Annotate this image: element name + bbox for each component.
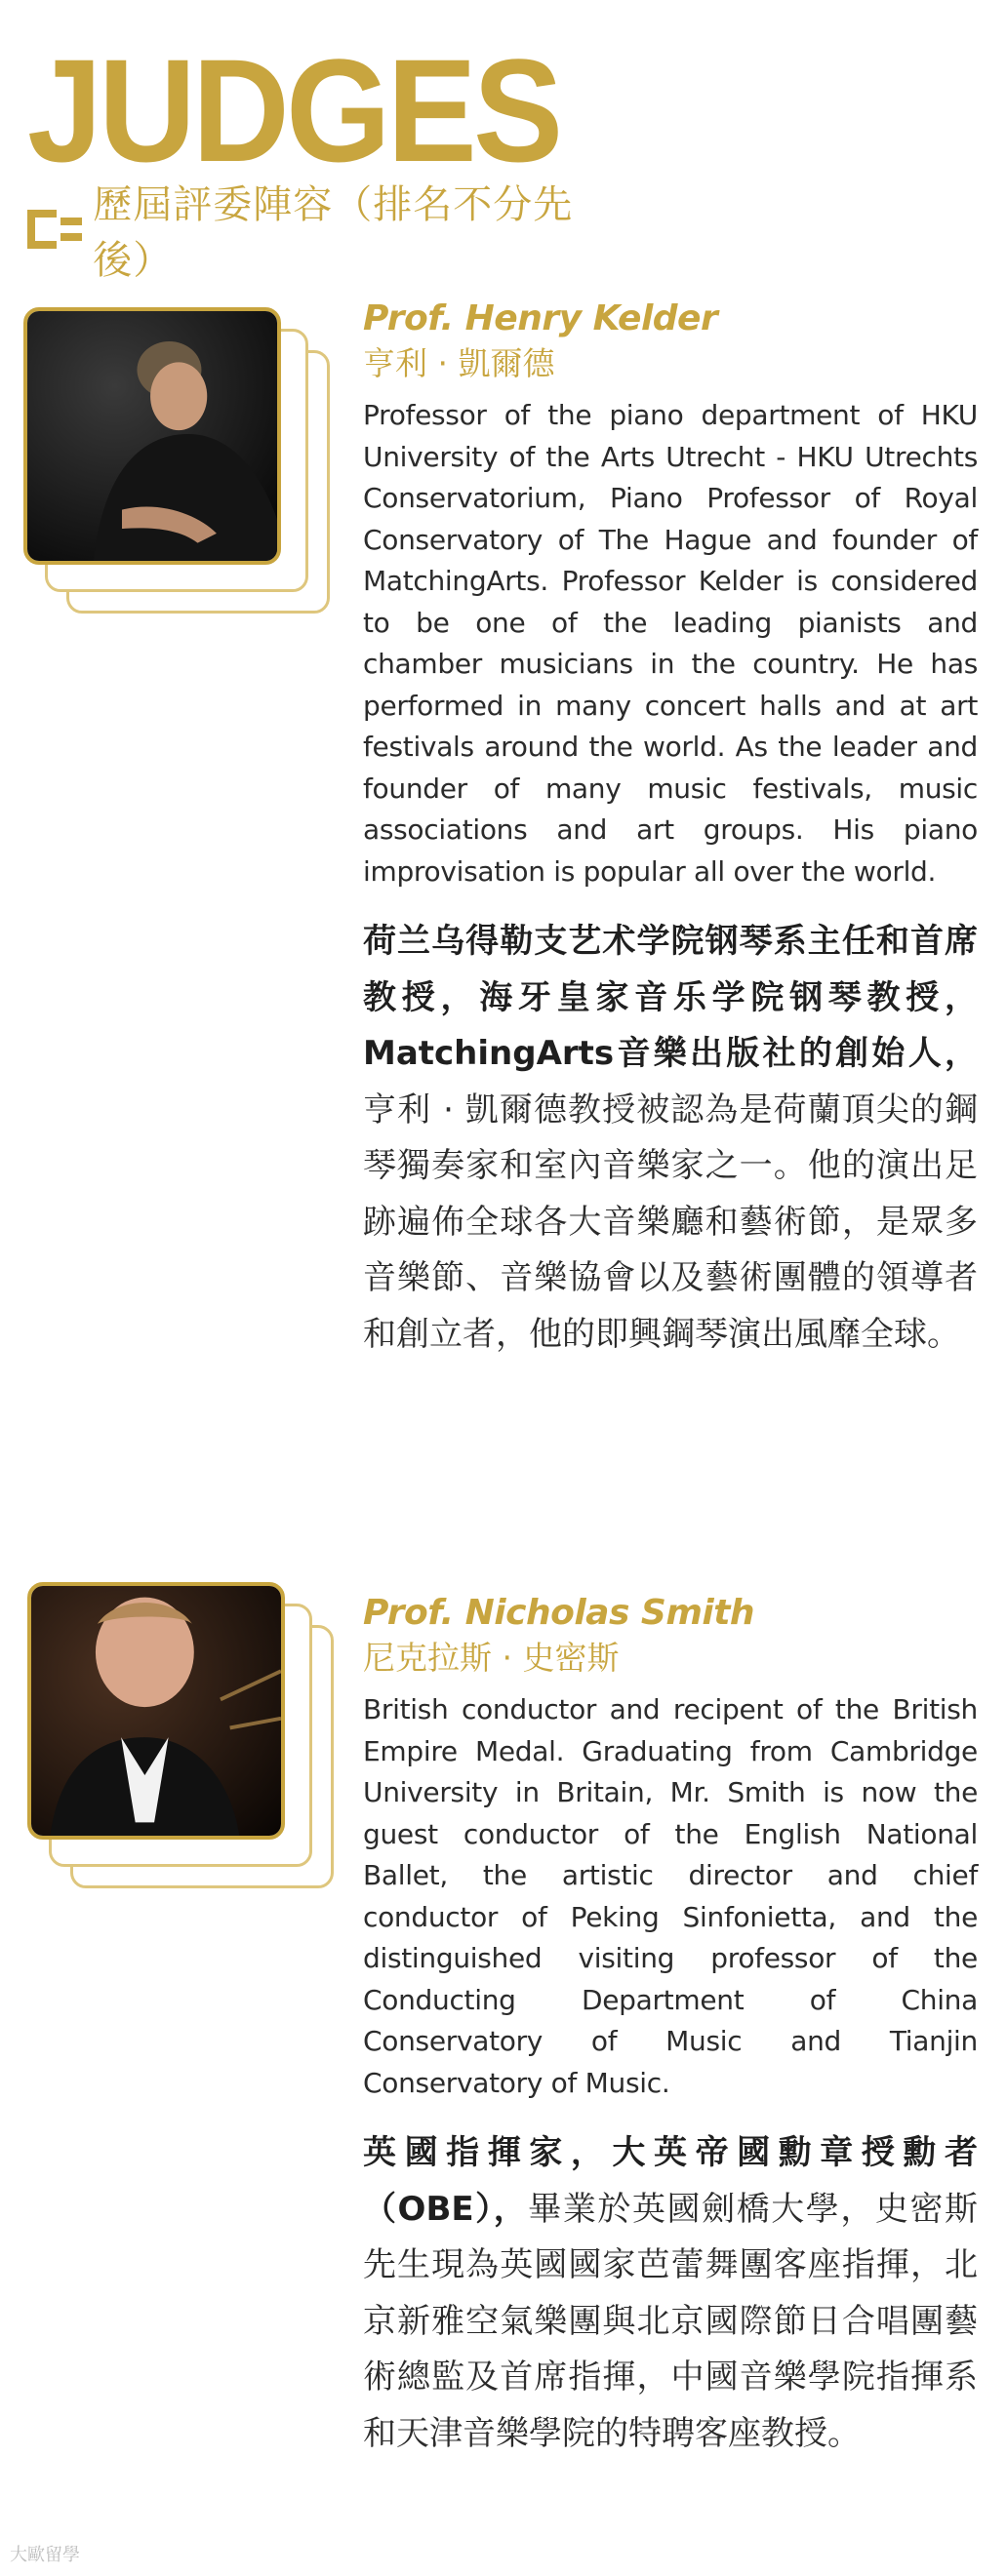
judge-bio-chinese: [363, 2125, 978, 2462]
watermark: 大歐留學: [10, 2545, 80, 2565]
judge-photo-nicholas-smith: [27, 1582, 320, 1875]
judge-bio-nicholas-smith: [363, 1592, 978, 2462]
judge-photo-henry-kelder: [23, 307, 316, 600]
page-subtitle: 歷屆評委陣容（排名不分先後）: [93, 182, 574, 283]
judge-chinese-name: 亨利 · 凱爾德: [363, 344, 555, 383]
judge-chinese-name: 尼克拉斯 · 史密斯: [363, 1639, 620, 1678]
page-header: [27, 28, 606, 283]
judge-bio-chinese-bold: 荷兰乌得勒支艺术学院钢琴系主任和首席教授，海牙皇家音乐学院钢琴教授，MatchingArts音樂出版社的創始人，: [363, 922, 978, 1074]
judge-name: Prof. Henry Kelder: [363, 298, 718, 338]
judge-bio-chinese-text: 亨利 · 凱爾德教授被認為是荷蘭頂尖的鋼琴獨奏家和室內音樂家之一。他的演出足跡遍佈全球各大音樂廳和藝術節，是眾多音樂節、音樂協會以及藝術團體的領導者和創立者，他的即興鋼琴演出風靡全球。: [363, 1090, 978, 1354]
decorative-bracket-icon: [27, 210, 77, 249]
judge-bio-henry-kelder: [363, 297, 978, 1363]
page-title: JUDGES: [27, 28, 560, 192]
judge-bio-chinese-text: 畢業於英國劍橋大學，史密斯先生現為英國國家芭蕾舞團客座指揮，北京新雅空氣樂團與北京國際節日合唱團藝術總監及首席指揮，中國音樂學院指揮系和天津音樂學院的特聘客座教授。: [363, 2189, 979, 2453]
judge-bio-english: Professor of the piano department of HKU University of the Arts Utrecht - HKU Utrechts Conservatorium, Piano Professor of Royal Conservatory of The Hague and founder of MatchingArts. Professor Kelder is considered to be one of the leading pianists and chamber musicians in the country. He has performed in many concert halls and at art festivals around the world. As the leader and founder of many music festivals, music associations and art groups. His piano improvisation is popular all over the world.: [363, 399, 978, 888]
judge-bio-chinese: [363, 914, 978, 1363]
judge-name: Prof. Nicholas Smith: [363, 1593, 755, 1633]
portrait-image: [23, 307, 281, 565]
judge-bio-english: British conductor and recipent of the British Empire Medal. Graduating from Cambridge University in Britain, Mr. Smith is now the guest conductor of the English National Ballet, the artistic director and chief conductor of Peking Sinfonietta, and the distinguished visiting professor of the Conducting Department of China Conservatory of Music and Tianjin Conservatory of Music.: [363, 1693, 978, 2099]
page-subtitle-row: [27, 174, 606, 285]
judge-bio-chinese-bold: 英國指揮家，大英帝國勳章授勳者（OBE），: [363, 2133, 978, 2229]
portrait-image: [27, 1582, 285, 1840]
